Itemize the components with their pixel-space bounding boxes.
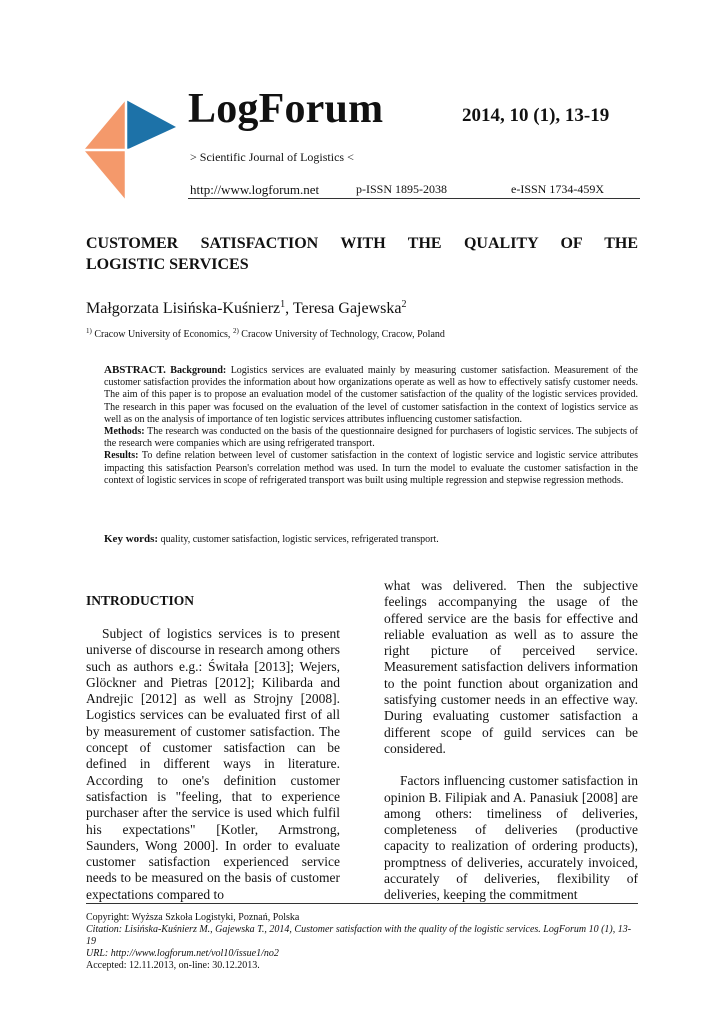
affiliation-2-mark: 2) xyxy=(232,327,239,335)
title-line-2: LOGISTIC SERVICES xyxy=(86,256,249,273)
methods-text: The research was conducted on the basis of the questionnaire designed for purchasers of logistic services. The subjects of the research were companies which are using refrigerated transport. xyxy=(104,426,638,450)
p-issn: p-ISSN 1895-2038 xyxy=(356,182,448,196)
affiliation-1-mark: 1) xyxy=(86,327,92,335)
abstract-label: ABSTRACT. xyxy=(104,364,166,376)
background-label: Background: xyxy=(170,365,227,376)
intro-paragraph-1: Subject of logistics services is to present universe of discourse in research among others such as authors e.g.: Świtała [2013]; Wejers, Glöckner and Pietras [2012]; Kilibarda and Andrejic [2012] as well as Strojny [2008]. Logistics services can be evaluated first of all by measurement of customer satisfaction. The concept of customer satisfaction can be defined in different ways in literature. According to one's definition customer satisfaction is "feeling, that to experience purchaser after the service is used which fulfil his expectations" [Kotler, Armstrong, Saunders, Wong 2000]. In order to evaluate customer satisfaction experienced service needs to be measured on the basis of customer expectations compared to xyxy=(86,626,340,902)
e-issn: e-ISSN 1734-459X xyxy=(511,182,604,196)
logo-right-triangle xyxy=(126,100,176,150)
intro-paragraph-1-continued: what was delivered. Then the subjective feelings accompanying the usage of the offered service are the basis for effective and reliable evaluation as well as to assure the right picture of perceived service. Measurement satisfaction delivers information to the point function about organization and satisfying customer needs in an effective way. During evaluating customer satisfaction a different scope of guild services can be considered. xyxy=(384,578,638,756)
keywords-text: quality, customer satisfaction, logistic services, refrigerated transport. xyxy=(158,534,439,545)
body-column-right xyxy=(384,578,638,904)
title-line-1: CUSTOMER SATISFACTION WITH THE QUALITY OF THE xyxy=(86,235,638,252)
footer-url[interactable]: URL: http://www.logforum.net/vol10/issue1/no2 xyxy=(86,948,279,959)
logo-bottom-triangle xyxy=(84,150,126,200)
logforum-logo xyxy=(84,100,176,200)
issue-info: 2014, 10 (1), 13-19 xyxy=(462,105,610,126)
intro-paragraph-2: Factors influencing customer satisfaction in opinion B. Filipiak and A. Panasiuk [2008] are among others: timeliness of deliveries, completeness of deliveries (productive capacity to realization of ordering products), promptness of deliveries, accurately invoiced, accurately of deliveries, flexibility of deliveries, keeping the commitment xyxy=(384,773,638,903)
body-column-left xyxy=(86,626,340,903)
journal-name: LogForum xyxy=(188,86,384,132)
background-text: Logistics services are evaluated mainly by measuring customer satisfaction. Measurement of the customer satisfaction provides the information about how organizations operate as well as how to effectively satisfy customer needs. The aim of this paper is to propose an evaluation model of the customer satisfaction of the quality of the logistic services provided. The research in this paper was focused on the evaluation of the level of customer satisfaction in the context of logistics service as well as on the analysis of importance of ten logistic services attributes influencing customer satisfaction. xyxy=(104,365,639,425)
affiliation-2: Cracow University of Technology, Cracow, Poland xyxy=(238,329,445,340)
journal-url[interactable]: http://www.logforum.net xyxy=(190,182,320,197)
affiliation-1: Cracow University of Economics, xyxy=(91,329,233,340)
footer xyxy=(86,912,638,972)
methods-label: Methods: xyxy=(104,426,145,438)
author-1: Małgorzata Lisińska-Kuśnierz xyxy=(86,300,281,317)
header-divider xyxy=(188,198,640,199)
results-label: Results: xyxy=(104,450,139,462)
logo-left-triangle xyxy=(84,100,126,150)
abstract xyxy=(104,364,638,487)
footer-divider xyxy=(86,903,638,904)
author-2-affiliation-mark: 2 xyxy=(401,299,407,310)
footer-accepted: Accepted: 12.11.2013, on-line: 30.12.2013. xyxy=(86,960,260,971)
keywords xyxy=(104,533,638,546)
abstract-results xyxy=(104,450,638,487)
footer-copyright: Copyright: Wyższa Szkoła Logistyki, Poznań, Polska xyxy=(86,912,300,923)
author-2: Teresa Gajewska xyxy=(292,300,402,317)
author-separator: , xyxy=(285,300,293,317)
abstract-methods xyxy=(104,426,638,450)
affiliations xyxy=(86,328,445,340)
author-1-affiliation-mark: 1 xyxy=(280,299,286,310)
section-heading-introduction: INTRODUCTION xyxy=(86,593,195,608)
journal-tagline: > Scientific Journal of Logistics < xyxy=(190,150,354,164)
keywords-label: Key words: xyxy=(104,533,159,545)
authors xyxy=(86,300,406,317)
results-text: To define relation between level of customer satisfaction in the context of logistic service and logistic service attributes impacting this satisfaction Pearson's correlation method was used. In turn the model to evaluate the customer satisfaction in the context of logistic services in scope of refrigerated transport was built using multiple regression and stepwise regression methods. xyxy=(104,450,638,486)
footer-citation: Citation: Lisińska-Kuśnierz M., Gajewska T., 2014, Customer satisfaction with the quality of the logistic services. LogForum 10 (1), 13-19 xyxy=(86,924,632,947)
abstract-background xyxy=(104,364,638,426)
paper-title xyxy=(86,233,638,275)
